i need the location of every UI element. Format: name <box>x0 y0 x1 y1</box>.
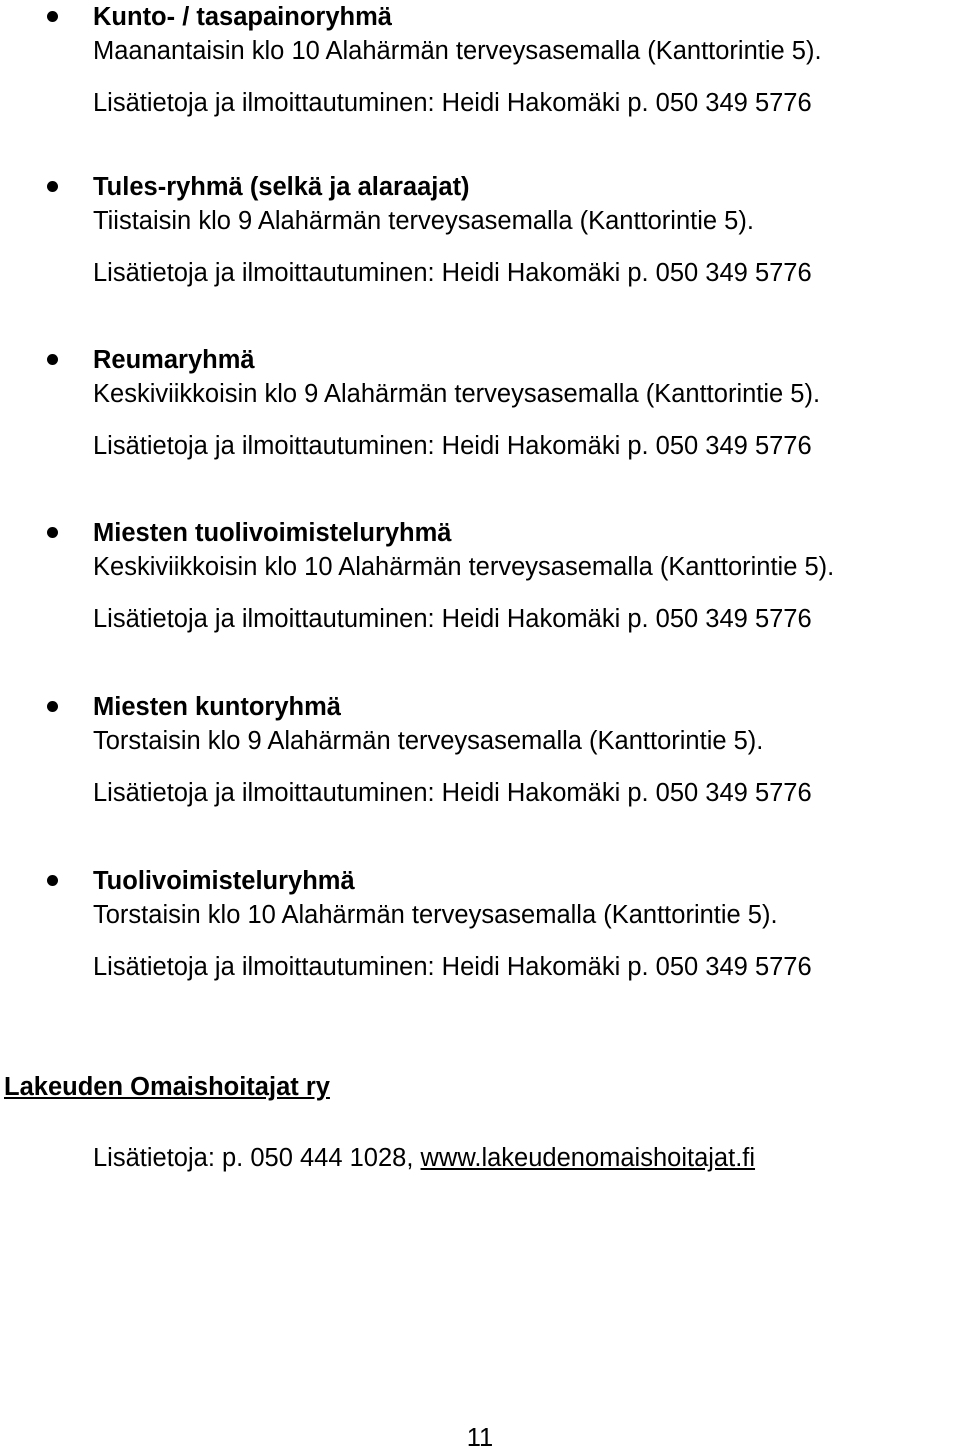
group-schedule: Keskiviikkoisin klo 10 Alahärmän terveysasemalla (Kanttorintie 5). <box>93 553 835 581</box>
section-heading: Lakeuden Omaishoitajat ry <box>4 1073 330 1101</box>
group-schedule: Torstaisin klo 10 Alahärmän terveysasemalla (Kanttorintie 5). <box>93 901 778 929</box>
group-schedule: Maanantaisin klo 10 Alahärmän terveysasemalla (Kanttorintie 5). <box>93 37 822 65</box>
group-title: Miesten kuntoryhmä <box>93 693 341 721</box>
bullet-icon <box>47 354 58 365</box>
website-link[interactable]: www.lakeudenomaishoitajat.fi <box>420 1144 756 1172</box>
bullet-icon <box>47 181 58 192</box>
group-schedule: Keskiviikkoisin klo 9 Alahärmän terveysasemalla (Kanttorintie 5). <box>93 380 821 408</box>
group-info: Lisätietoja ja ilmoittautuminen: Heidi Hakomäki p. 050 349 5776 <box>93 953 812 981</box>
group-info: Lisätietoja ja ilmoittautuminen: Heidi Hakomäki p. 050 349 5776 <box>93 779 812 807</box>
group-title: Tuolivoimisteluryhmä <box>93 867 355 895</box>
group-info: Lisätietoja ja ilmoittautuminen: Heidi Hakomäki p. 050 349 5776 <box>93 432 812 460</box>
bullet-icon <box>47 527 58 538</box>
group-title: Miesten tuolivoimisteluryhmä <box>93 519 452 547</box>
group-title: Reumaryhmä <box>93 346 255 374</box>
bullet-icon <box>47 701 58 712</box>
bullet-icon <box>47 11 58 22</box>
group-title: Kunto- / tasapainoryhmä <box>93 3 392 31</box>
group-title: Tules-ryhmä (selkä ja alaraajat) <box>93 173 470 201</box>
group-schedule: Tiistaisin klo 9 Alahärmän terveysasemalla (Kanttorintie 5). <box>93 207 754 235</box>
page-number: 11 <box>466 1424 494 1452</box>
contact-phone: Lisätietoja: p. 050 444 1028, <box>93 1144 421 1172</box>
section-contact <box>93 1143 755 1173</box>
group-schedule: Torstaisin klo 9 Alahärmän terveysasemalla (Kanttorintie 5). <box>93 727 764 755</box>
group-info: Lisätietoja ja ilmoittautuminen: Heidi Hakomäki p. 050 349 5776 <box>93 605 812 633</box>
group-info: Lisätietoja ja ilmoittautuminen: Heidi Hakomäki p. 050 349 5776 <box>93 259 812 287</box>
bullet-icon <box>47 875 58 886</box>
group-info: Lisätietoja ja ilmoittautuminen: Heidi Hakomäki p. 050 349 5776 <box>93 89 812 117</box>
